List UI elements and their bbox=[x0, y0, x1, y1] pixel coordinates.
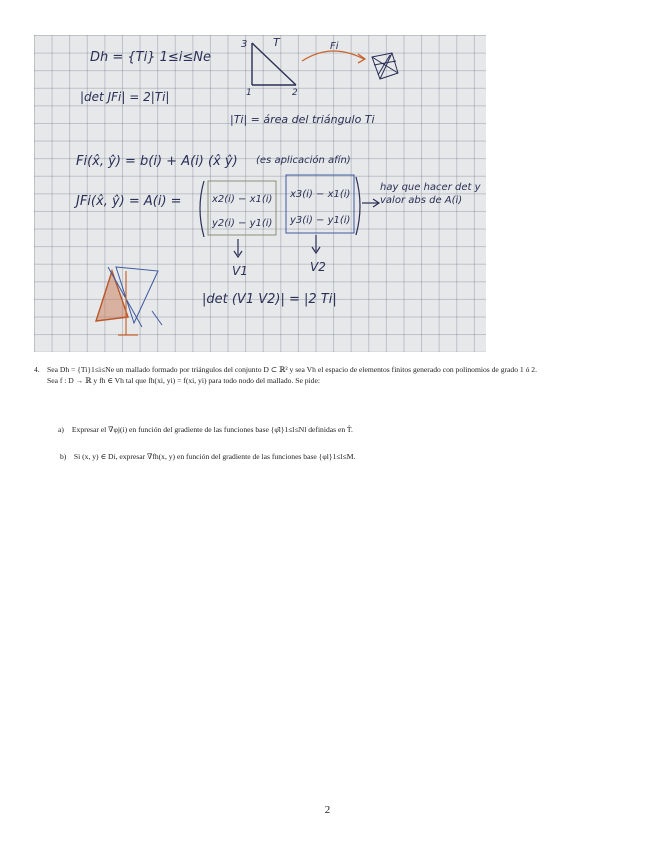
col2-top: x3(i) − x1(i) bbox=[290, 189, 351, 200]
matrix-right-paren bbox=[356, 177, 360, 235]
triangle-vertex-3: 3 bbox=[241, 39, 248, 50]
affine-map: Fi(x̂, ŷ) = b(i) + A(i) (x̂ ŷ) bbox=[76, 154, 238, 169]
mapped-triangle-scribble bbox=[372, 53, 398, 79]
item-b-text: Si (x, y) ∈ Di, expresar ∇fh(x, y) en función del gradiente de las funciones base {φl}1≤l≤M. bbox=[73, 452, 356, 461]
map-arrow bbox=[302, 51, 364, 61]
col1-top: x2(i) − x1(i) bbox=[212, 194, 273, 205]
arrow-note: hay que hacer det y valor abs de A(i) bbox=[380, 182, 481, 206]
jacobian-matrix: JFi(x̂, ŷ) = A(i) = bbox=[76, 194, 182, 209]
triangle-vertex-1: 1 bbox=[246, 88, 252, 98]
reference-triangle bbox=[252, 43, 296, 85]
triangle-label-T: T bbox=[273, 36, 280, 49]
problem-number: 4. bbox=[34, 365, 40, 374]
map-label: Fi bbox=[330, 41, 339, 52]
item-a-label: a) bbox=[58, 425, 64, 434]
item-b-label: b) bbox=[60, 452, 67, 461]
jacobian-det-note: |det JFi| = 2|Ti| bbox=[80, 90, 170, 104]
affine-note: (es aplicación afín) bbox=[256, 155, 351, 166]
matrix-left-paren bbox=[200, 181, 204, 237]
area-note: |Ti| = área del triángulo Ti bbox=[230, 113, 375, 126]
v1-label: V1 bbox=[232, 264, 248, 278]
handwritten-notes-photo bbox=[34, 35, 486, 352]
problem-statement bbox=[34, 364, 539, 386]
v2-label: V2 bbox=[310, 260, 326, 274]
notes-drawing bbox=[34, 35, 486, 352]
item-a-text: Expresar el ∇φj(i) en función del gradiente de las funciones base {φ̂l}1≤l≤Nl definidas en T̂. bbox=[71, 425, 353, 434]
problem-text: Sea Dh = {Ti}1≤i≤Ne un mallado formado por triángulos del conjunto D ⊂ ℝ² y sea Vh el espacio de elementos finitos generado con polinomios de grado 1 ó 2. Sea f : D → ℝ y fh ∈ Vh tal que fh(xi, yi) = f(xi, yi) para todo nodo del mallado. Se pide: bbox=[47, 365, 537, 385]
vector-sketch bbox=[96, 267, 162, 335]
problem-item-a bbox=[58, 425, 353, 434]
col2-bottom: y3(i) − y1(i) bbox=[290, 215, 351, 226]
problem-item-b bbox=[60, 452, 355, 461]
page-number: 2 bbox=[324, 804, 331, 816]
det-note: |det (V1 V2)| = |2 Ti| bbox=[202, 292, 337, 307]
mesh-definition: Dh = {Ti} 1≤i≤Ne bbox=[90, 50, 212, 65]
triangle-vertex-2: 2 bbox=[292, 88, 298, 98]
col1-bottom: y2(i) − y1(i) bbox=[212, 218, 273, 229]
